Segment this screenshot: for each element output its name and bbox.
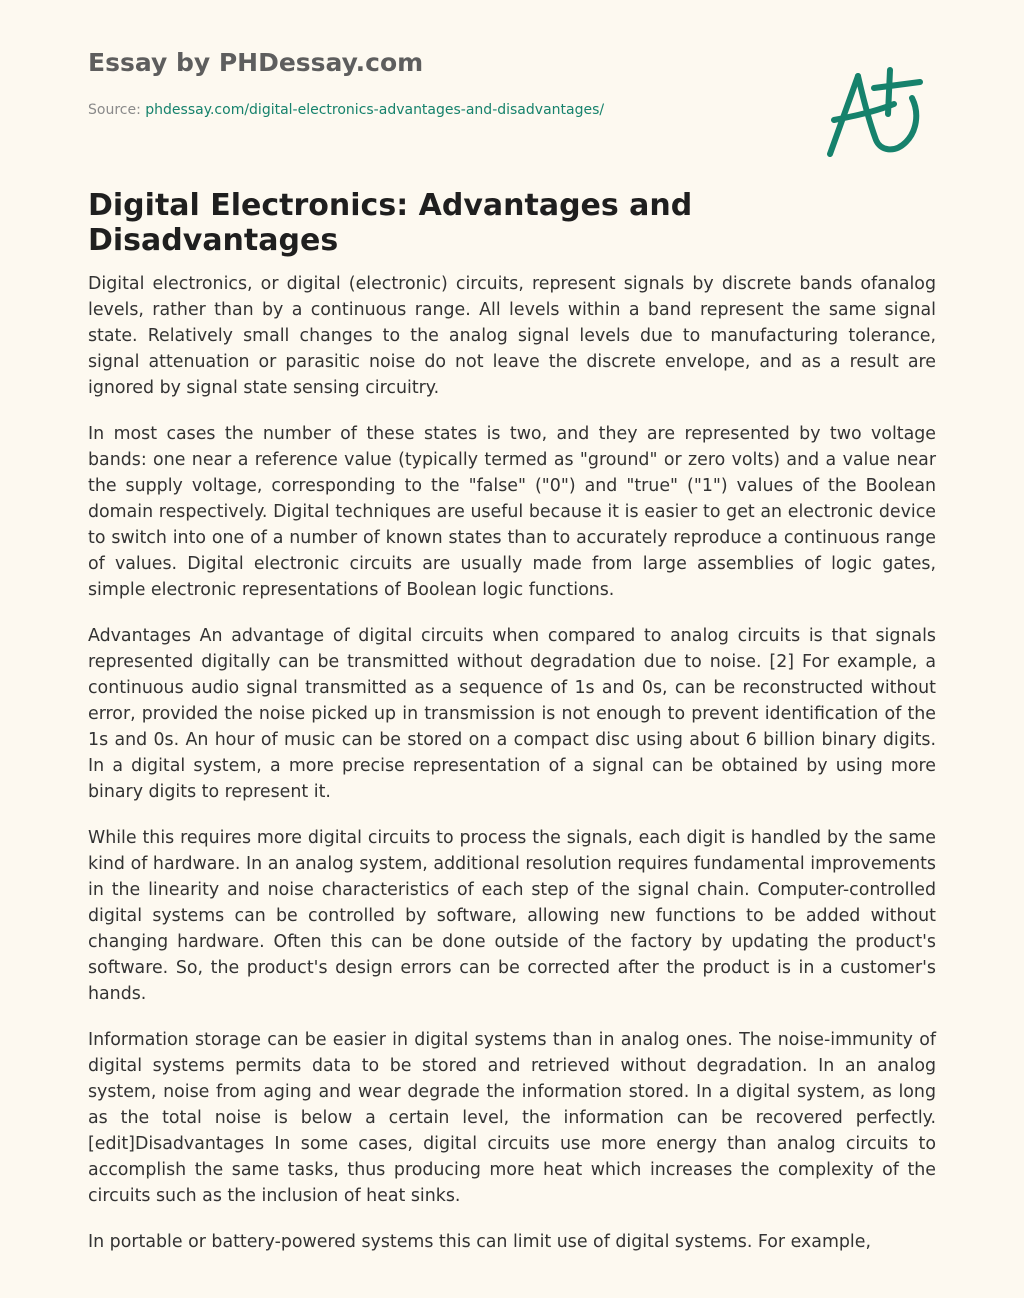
a-plus-icon [820, 62, 930, 162]
paragraph: Information storage can be easier in digital systems than in analog ones. The noise-immunity of digital systems permits data to be stored and retrieved without degradation. In an analog system, noise from aging and wear degrade the information stored. In a digital system, as long as the total noise is below a certain level, the information can be recovered perfectly. [edit]Disadvantages In some cases, digital circuits use more energy than analog circuits to accomplish the same tasks, thus producing more heat which increases the complexity of the circuits such as the inclusion of heat sinks. [88, 1030, 936, 1206]
source-link[interactable]: phdessay.com/digital-electronics-advantages-and-disadvantages/ [145, 102, 605, 118]
article-body [88, 271, 936, 1275]
paragraph: In most cases the number of these states is two, and they are represented by two voltage bands: one near a reference value (typically termed as "ground" or zero volts) and a value near the supply voltage, corresponding to the "false" ("0") and "true" ("1") values of the Boolean domain respectively. Digital techniques are useful because it is easier to get an electronic device to switch into one of a number of known states than to accurately reproduce a continuous range of values. Digital electronic circuits are usually made from large assemblies of logic gates, simple electronic representations of Boolean logic functions. [88, 424, 936, 600]
paragraph: In portable or battery-powered systems this can limit use of digital systems. For example, [88, 1232, 871, 1252]
source-label: Source: [88, 102, 146, 118]
paragraph: Advantages An advantage of digital circuits when compared to analog circuits is that signals represented digitally can be transmitted without degradation due to noise. [2] For example, a continuous audio signal transmitted as a sequence of 1s and 0s, can be reconstructed without error, provided the noise picked up in transmission is not enough to prevent identification of the 1s and 0s. An hour of music can be stored on a compact disc using about 6 billion binary digits. In a digital system, a more precise representation of a signal can be obtained by using more binary digits to represent it. [88, 626, 936, 802]
paragraph: While this requires more digital circuits to process the signals, each digit is handled by the same kind of hardware. In an analog system, additional resolution requires fundamental improvements in the linearity and noise characteristics of each step of the signal chain. Computer-controlled digital systems can be controlled by software, allowing new functions to be added without changing hardware. Often this can be done outside of the factory by updating the product's software. So, the product's design errors can be corrected after the product is in a customer's hands. [88, 828, 936, 1004]
article-title: Digital Electronics: Advantages and Disadvantages [88, 188, 693, 258]
paragraph: Digital electronics, or digital (electronic) circuits, represent signals by discrete bands ofanalog levels, rather than by a continuous range. All levels within a band represent the same signal state. Relatively small changes to the analog signal levels due to manufacturing tolerance, signal attenuation or parasitic noise do not leave the discrete envelope, and as a result are ignored by signal state sensing circuitry. [88, 274, 936, 398]
source-line [88, 102, 604, 118]
site-brand: Essay by PHDessay.com [88, 48, 424, 77]
